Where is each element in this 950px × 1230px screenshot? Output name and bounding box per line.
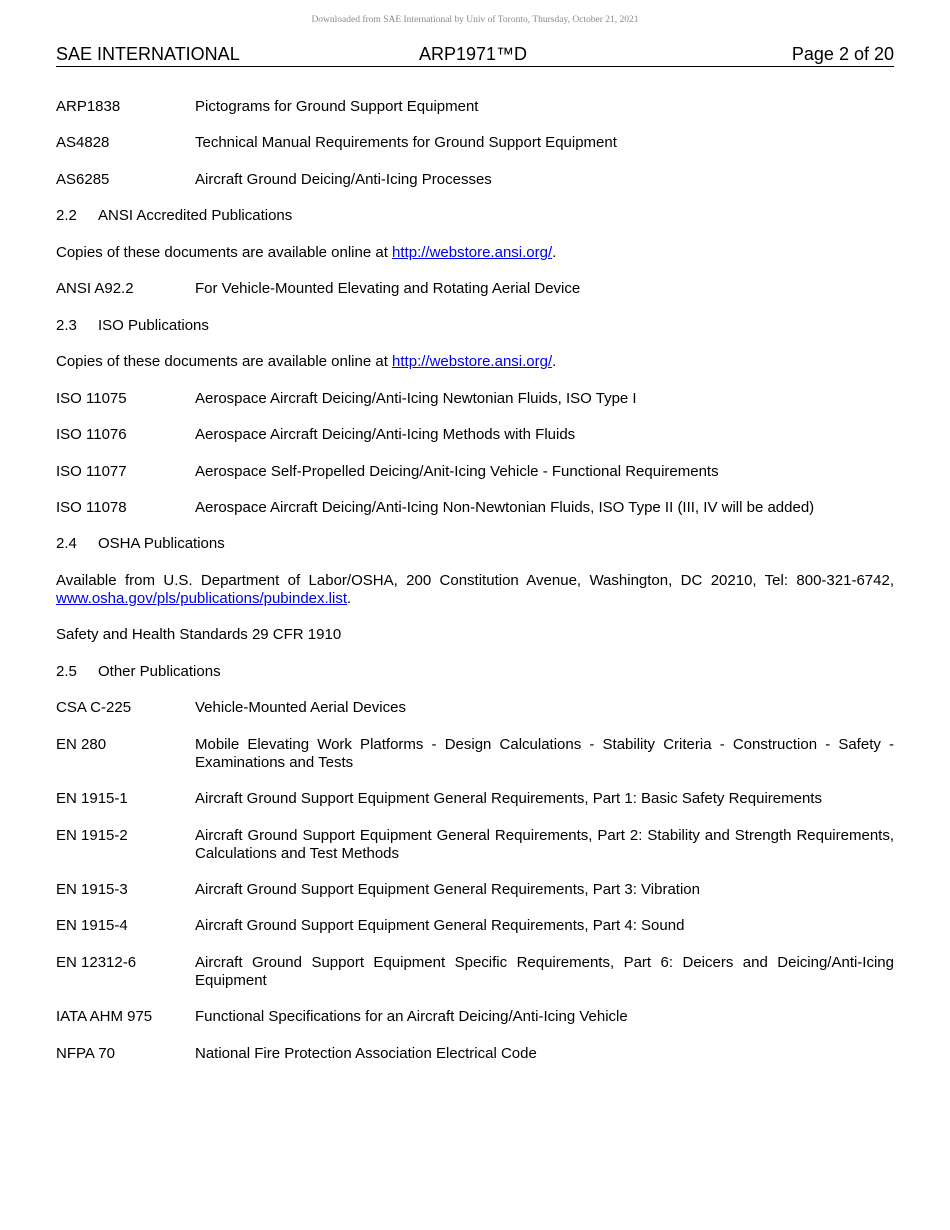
section-heading-iso (56, 317, 894, 335)
reference-title: Aircraft Ground Support Equipment General Requirements, Part 2: Stability and Strength Requirements, Calculations and Test Methods (195, 827, 894, 862)
section-title: OSHA Publications (98, 535, 225, 552)
reference-title: Aircraft Ground Support Equipment General Requirements, Part 3: Vibration (195, 881, 700, 898)
section-number: 2.3 (56, 317, 77, 334)
reference-code: EN 280 (56, 736, 107, 753)
section-number: 2.2 (56, 207, 77, 224)
reference-code: ISO 11075 (56, 390, 127, 407)
header-page-number: Page 2 of 20 (791, 44, 894, 64)
reference-entry (56, 699, 894, 717)
reference-title: Aircraft Ground Support Equipment Specific Requirements, Part 6: Deicers and Deicing/Anti-Icing Equipment (195, 954, 894, 989)
section-heading-osha (56, 535, 894, 553)
reference-title: Pictograms for Ground Support Equipment (195, 98, 479, 115)
reference-entry (56, 790, 894, 808)
reference-code: NFPA 70 (56, 1045, 115, 1062)
reference-entry (56, 426, 894, 444)
page-header (56, 44, 894, 67)
reference-code: AS4828 (56, 134, 110, 151)
reference-entry (56, 134, 894, 152)
reference-entry (56, 827, 894, 863)
osha-publications-link[interactable]: www.osha.gov/pls/publications/pubindex.list (56, 590, 347, 607)
reference-entry (56, 499, 894, 517)
section-title: ISO Publications (98, 317, 209, 334)
reference-entry (56, 98, 894, 116)
reference-code: IATA AHM 975 (56, 1008, 153, 1025)
osha-availability-paragraph: Available from U.S. Department of Labor/OSHA, 200 Constitution Avenue, Washington, DC 20210, Tel: 800-321-6742, www.osha.gov/pls/publications/pubindex.list. (56, 572, 894, 607)
reference-entry (56, 917, 894, 935)
section-number: 2.4 (56, 535, 77, 552)
reference-title: For Vehicle-Mounted Elevating and Rotating Aerial Device (195, 280, 581, 297)
reference-title: Aircraft Ground Support Equipment General Requirements, Part 1: Basic Safety Requirements (195, 790, 822, 807)
ansi-webstore-link[interactable]: http://webstore.ansi.org/ (392, 244, 553, 261)
reference-title: Aerospace Aircraft Deicing/Anti-Icing Newtonian Fluids, ISO Type I (195, 390, 637, 407)
reference-title: Aerospace Aircraft Deicing/Anti-Icing Non-Newtonian Fluids, ISO Type II (III, IV will be added) (195, 499, 815, 516)
reference-entry (56, 171, 894, 189)
reference-title: Functional Specifications for an Aircraft Deicing/Anti-Icing Vehicle (195, 1008, 628, 1025)
osha-standard-reference: Safety and Health Standards 29 CFR 1910 (56, 626, 342, 643)
reference-title: Aerospace Aircraft Deicing/Anti-Icing Methods with Fluids (195, 426, 576, 443)
reference-title: Aircraft Ground Support Equipment General Requirements, Part 4: Sound (195, 917, 685, 934)
reference-entry (56, 881, 894, 899)
reference-code: ISO 11078 (56, 499, 127, 516)
reference-code: ISO 11076 (56, 426, 127, 443)
reference-entry (56, 280, 894, 298)
iso-webstore-link[interactable]: http://webstore.ansi.org/ (392, 353, 553, 370)
reference-code: EN 1915-1 (56, 790, 128, 807)
reference-entry (56, 954, 894, 990)
reference-entry (56, 390, 894, 408)
reference-entry (56, 1045, 894, 1063)
reference-title: National Fire Protection Association Electrical Code (195, 1045, 537, 1062)
section-heading-other (56, 663, 894, 681)
reference-entry (56, 736, 894, 772)
header-document-number: ARP1971™D (419, 44, 528, 64)
section-heading-ansi (56, 207, 894, 225)
reference-code: EN 1915-3 (56, 881, 128, 898)
header-organization: SAE INTERNATIONAL (56, 44, 240, 64)
section-title: ANSI Accredited Publications (98, 207, 293, 224)
iso-availability-paragraph: Copies of these documents are available online at http://webstore.ansi.org/. (56, 353, 557, 370)
reference-code: EN 1915-4 (56, 917, 128, 934)
reference-title: Vehicle-Mounted Aerial Devices (195, 699, 406, 716)
section-title: Other Publications (98, 663, 221, 680)
reference-code: ARP1838 (56, 98, 121, 115)
reference-code: ANSI A92.2 (56, 280, 134, 297)
reference-entry (56, 1008, 894, 1026)
reference-code: AS6285 (56, 171, 110, 188)
reference-entry (56, 463, 894, 481)
reference-title: Mobile Elevating Work Platforms - Design Calculations - Stability Criteria - Construction - Safety - Examinations and Tests (195, 736, 894, 771)
section-number: 2.5 (56, 663, 77, 680)
reference-code: CSA C-225 (56, 699, 132, 716)
reference-title: Aircraft Ground Deicing/Anti-Icing Processes (195, 171, 492, 188)
download-watermark: Downloaded from SAE International by Univ of Toronto, Thursday, October 21, 2021 (311, 15, 639, 25)
ansi-availability-paragraph: Copies of these documents are available online at http://webstore.ansi.org/. (56, 244, 557, 261)
reference-code: EN 1915-2 (56, 827, 128, 844)
reference-code: ISO 11077 (56, 463, 127, 480)
reference-code: EN 12312-6 (56, 954, 137, 971)
reference-title: Aerospace Self-Propelled Deicing/Anit-Icing Vehicle - Functional Requirements (195, 463, 719, 480)
reference-title: Technical Manual Requirements for Ground Support Equipment (195, 134, 617, 151)
